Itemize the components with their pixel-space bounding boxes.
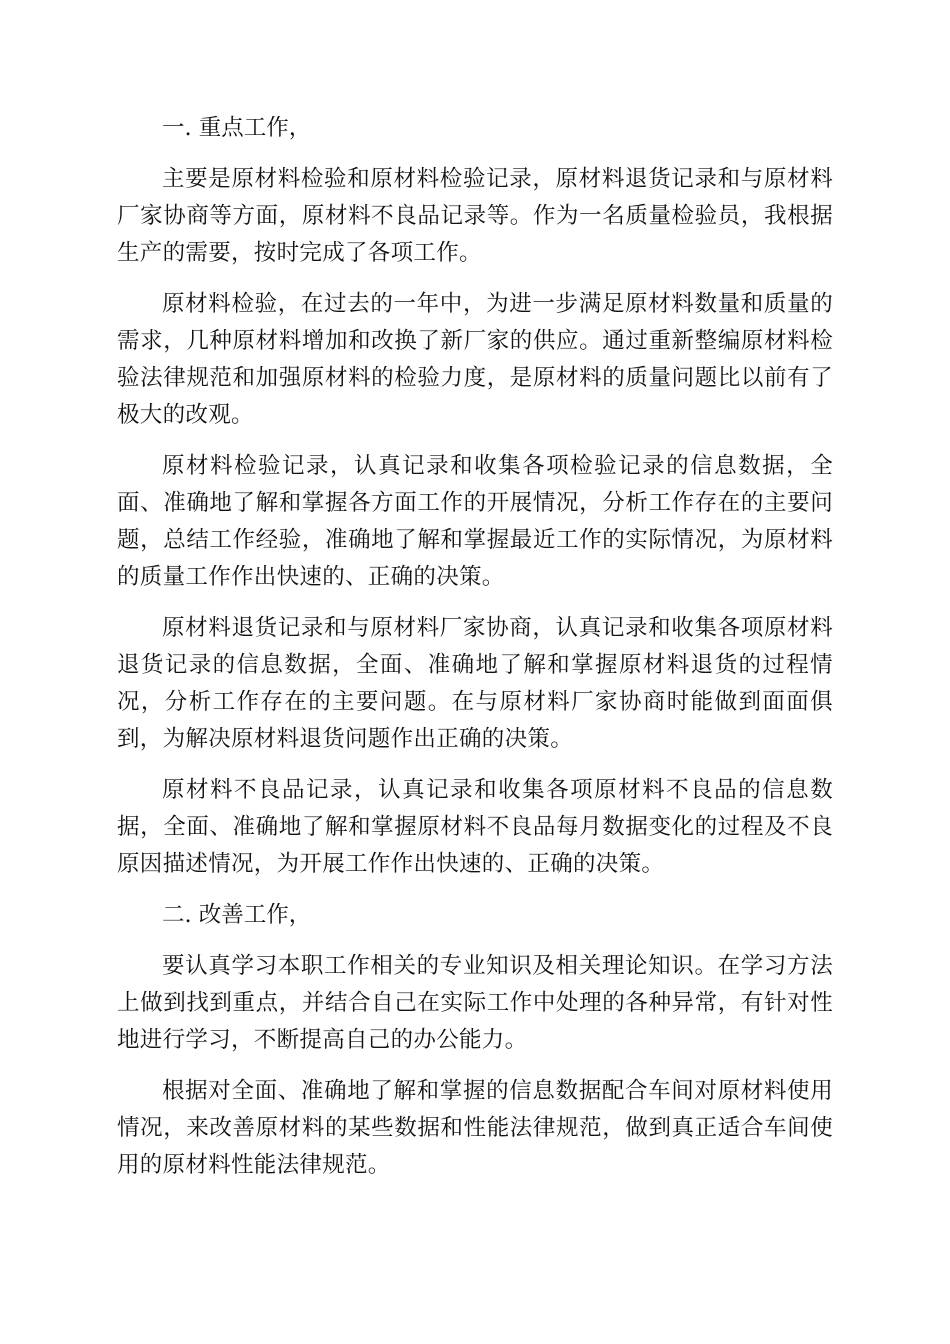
paragraph-study: 要认真学习本职工作相关的专业知识及相关理论知识。在学习方法上做到找到重点，并结合自己在实际工作中处理的各种异常，有针对性地进行学习，不断提高自己的办公能力。	[117, 953, 833, 1053]
paragraph-material-inspection: 原材料检验，在过去的一年中，为进一步满足原材料数量和质量的需求，几种原材料增加和改换了新厂家的供应。通过重新整编原材料检验法律规范和加强原材料的检验力度，是原材料的质量问题比以前有了极大的改观。	[117, 291, 833, 428]
paragraph-standards: 根据对全面、准确地了解和掌握的信息数据配合车间对原材料使用情况，来改善原材料的某些数据和性能法律规范，做到真正适合车间使用的原材料性能法律规范。	[117, 1078, 833, 1178]
section-heading-key-work: 一. 重点工作，	[162, 115, 312, 141]
section-heading-improvement: 二. 改善工作，	[162, 902, 312, 928]
paragraph-return-records: 原材料退货记录和与原材料厂家协商，认真记录和收集各项原材料退货记录的信息数据，全面、准确地了解和掌握原材料退货的过程情况，分析工作存在的主要问题。在与原材料厂家协商时能做到面面俱到，为解决原材料退货问题作出正确的决策。	[117, 615, 833, 752]
paragraph-inspection-records: 原材料检验记录，认真记录和收集各项检验记录的信息数据，全面、准确地了解和掌握各方面工作的开展情况，分析工作存在的主要问题，总结工作经验，准确地了解和掌握最近工作的实际情况，为原材料的质量工作作出快速的、正确的决策。	[117, 453, 833, 590]
document-body	[117, 110, 833, 1198]
paragraph-overview: 主要是原材料检验和原材料检验记录，原材料退货记录和与原材料厂家协商等方面，原材料不良品记录等。作为一名质量检验员，我根据生产的需要，按时完成了各项工作。	[117, 166, 833, 266]
paragraph-defect-records: 原材料不良品记录，认真记录和收集各项原材料不良品的信息数据，全面、准确地了解和掌握原材料不良品每月数据变化的过程及不良原因描述情况，为开展工作作出快速的、正确的决策。	[117, 777, 833, 877]
